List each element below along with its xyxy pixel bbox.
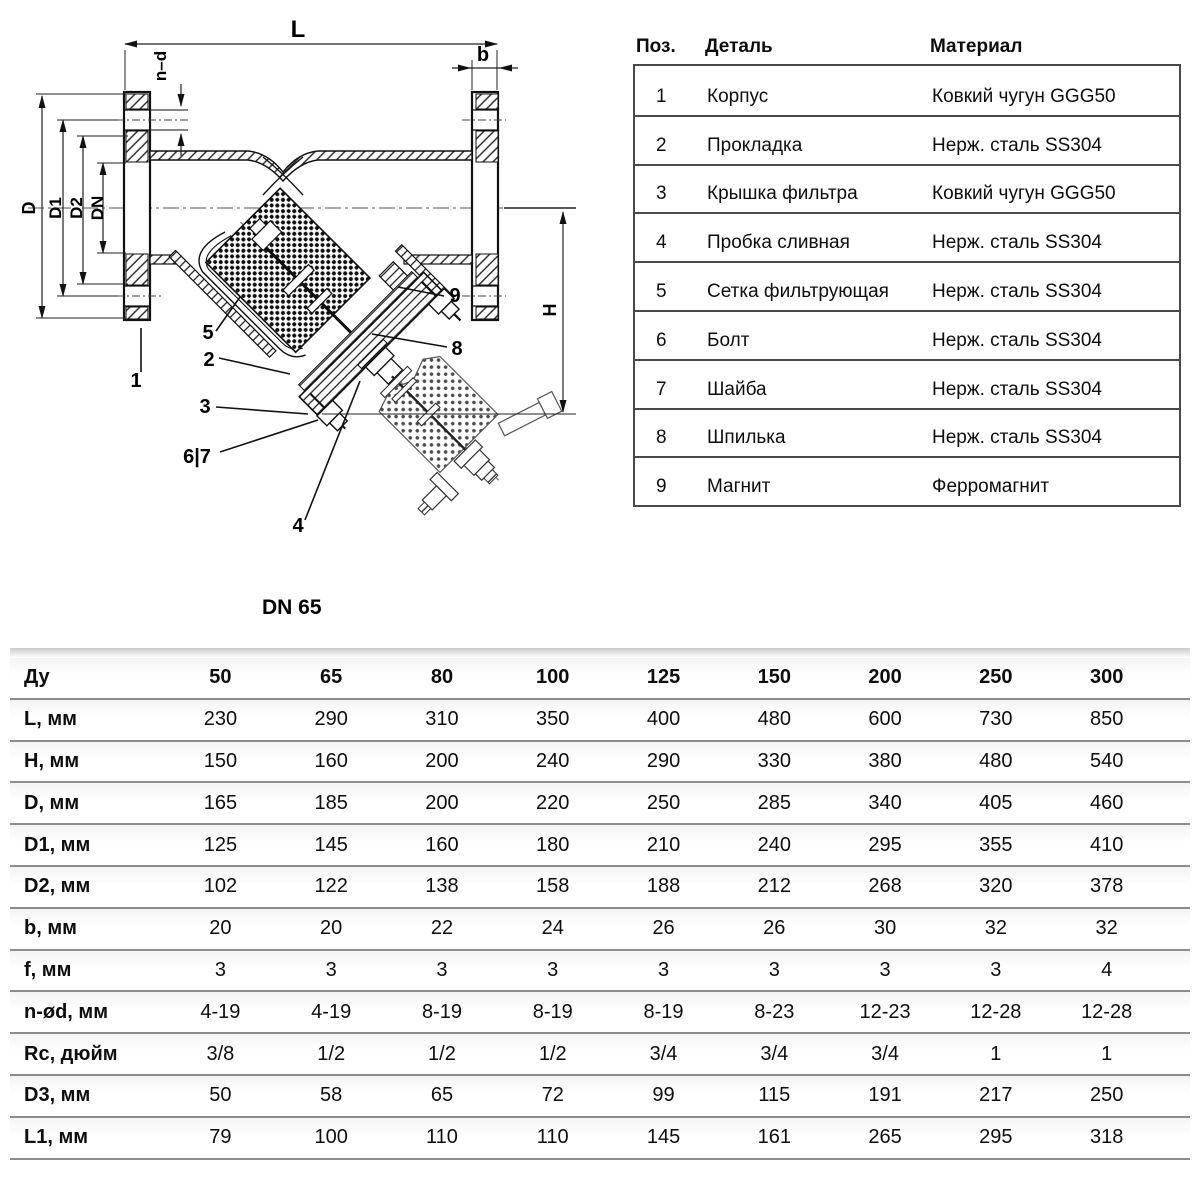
right-flange: [462, 92, 506, 320]
dim-value: 125: [203, 833, 238, 856]
dim-value: 110: [536, 1126, 569, 1149]
part-pos: 3: [656, 183, 667, 205]
part-name: Сетка фильтрующая: [707, 280, 889, 302]
dims-row: [10, 783, 1190, 825]
dim-value: 480: [979, 749, 1013, 772]
dim-value: 730: [979, 708, 1013, 731]
dim-value: 79: [209, 1126, 232, 1149]
dim-value: 290: [646, 749, 681, 772]
part-pos: 8: [656, 427, 667, 449]
part-material: Ковкий чугун GGG50: [932, 183, 1116, 205]
dim-value: 295: [868, 833, 902, 856]
dim-value: 217: [979, 1084, 1013, 1107]
callout-9: 9: [449, 285, 461, 307]
callout-2: 2: [203, 349, 215, 371]
parts-table-body: [633, 64, 1181, 507]
dim-value: 3: [768, 958, 780, 981]
dim-value: 20: [320, 917, 343, 940]
dim-value: 405: [979, 791, 1013, 814]
dim-value: 3: [990, 958, 1002, 981]
dim-label-DN: DN: [88, 195, 107, 221]
dim-value: 8-19: [643, 1000, 684, 1023]
parts-table-row: [635, 408, 1179, 457]
dim-value: 191: [868, 1084, 902, 1107]
part-name: Пробка сливная: [707, 232, 850, 254]
dim-value: 1/2: [317, 1042, 346, 1065]
size-header: 50: [209, 666, 232, 689]
dim-value: 20: [209, 917, 232, 940]
dim-row-label: D, мм: [24, 791, 80, 814]
dim-value: 32: [984, 917, 1007, 940]
dim-row-label: H, мм: [24, 749, 80, 772]
technical-drawing: [0, 0, 620, 585]
parts-table: [633, 36, 1181, 507]
part-pos: 4: [656, 232, 667, 254]
part-pos: 6: [656, 329, 667, 351]
dim-row-label: D1, мм: [24, 833, 91, 856]
parts-table-row: [635, 310, 1179, 359]
dim-value: 160: [314, 749, 348, 772]
part-material: Ковкий чугун GGG50: [932, 85, 1116, 107]
dim-value: 1/2: [428, 1042, 456, 1065]
part-name: Крышка фильтра: [707, 183, 858, 205]
dim-value: 240: [757, 833, 791, 856]
dim-value: 99: [652, 1084, 675, 1107]
dim-value: 12-28: [970, 1000, 1022, 1023]
parts-table-row: [635, 115, 1179, 164]
dim-value: 8-19: [421, 1000, 462, 1023]
size-header: 100: [536, 666, 570, 689]
dims-row: [10, 700, 1190, 742]
dim-value: 122: [314, 875, 348, 898]
dims-row: [10, 909, 1190, 951]
callout-8: 8: [451, 338, 463, 360]
callout-5: 5: [202, 322, 214, 344]
dim-value: 3/8: [206, 1042, 235, 1065]
size-header: 300: [1089, 666, 1124, 689]
part-name: Шпилька: [707, 427, 786, 449]
part-name: Прокладка: [707, 134, 803, 156]
part-name: Магнит: [707, 476, 771, 498]
size-header: 250: [979, 666, 1013, 689]
dim-label-D1: D1: [46, 197, 65, 219]
dim-label-D2: D2: [67, 197, 86, 219]
dim-value: 600: [868, 708, 902, 731]
dim-value: 4-19: [311, 1000, 352, 1023]
dim-value: 4-19: [200, 1000, 241, 1023]
dim-value: 145: [646, 1126, 681, 1149]
dim-value: 12-23: [859, 1000, 911, 1023]
callout-4: 4: [292, 515, 304, 537]
dims-corner-label: Ду: [24, 666, 50, 689]
dims-table-top-band: [10, 648, 1190, 658]
strainer-basket-exploded: [339, 342, 529, 532]
dim-value: 250: [1089, 1084, 1124, 1107]
dim-label-L: L: [290, 16, 306, 43]
part-material: Нерж. сталь SS304: [932, 134, 1102, 156]
part-pos: 7: [656, 378, 667, 400]
dim-value: 12-28: [1081, 1000, 1133, 1023]
parts-header-material: Материал: [930, 36, 1023, 57]
dim-value: 3: [325, 958, 337, 981]
dim-value: 410: [1089, 833, 1124, 856]
dim-value: 3: [657, 958, 670, 981]
dim-value: 161: [757, 1126, 791, 1149]
part-material: Нерж. сталь SS304: [932, 329, 1102, 351]
dim-value: 72: [541, 1084, 564, 1107]
dim-value: 8-23: [754, 1000, 795, 1023]
dim-value: 58: [320, 1084, 343, 1107]
dim-value: 32: [1095, 917, 1118, 940]
callout-6-7: 6|7: [183, 446, 211, 468]
dim-value: 65: [430, 1084, 454, 1107]
dim-value: 320: [979, 875, 1013, 898]
dim-value: 160: [425, 833, 459, 856]
dims-row: [10, 992, 1190, 1034]
callout-1: 1: [130, 370, 142, 392]
dim-value: 26: [652, 917, 675, 940]
dim-value: 3/4: [760, 1042, 789, 1065]
left-flange: [116, 92, 188, 320]
dim-value: 378: [1089, 875, 1124, 898]
dim-value: 3/4: [871, 1042, 899, 1065]
dim-value: 318: [1089, 1126, 1124, 1149]
dim-value: 250: [646, 791, 681, 814]
dims-row: [10, 1034, 1190, 1076]
dim-value: 115: [758, 1084, 791, 1107]
dim-value: 188: [646, 875, 681, 898]
drawing-caption: DN 65: [262, 596, 322, 619]
dim-value: 26: [763, 917, 786, 940]
tie-rod-exploded: [496, 392, 561, 440]
dim-value: 480: [757, 708, 791, 731]
dim-row-label: b, мм: [24, 917, 77, 940]
dim-value: 460: [1089, 791, 1124, 814]
dim-value: 310: [425, 708, 459, 731]
dim-row-label: n-ød, мм: [24, 1000, 109, 1023]
parts-table-row: [635, 261, 1179, 310]
dim-row-label: f, мм: [24, 958, 72, 981]
part-pos: 5: [656, 280, 667, 302]
parts-table-row: [635, 164, 1179, 213]
dim-value: 4: [1101, 958, 1113, 981]
dim-row-label: Rc, дюйм: [24, 1042, 118, 1065]
dim-value: 110: [426, 1126, 458, 1149]
dim-value: 138: [425, 875, 459, 898]
dims-row: [10, 1076, 1190, 1118]
part-material: Нерж. сталь SS304: [932, 232, 1102, 254]
dim-value: 3: [547, 958, 559, 981]
dim-value: 165: [203, 791, 238, 814]
parts-header-part: Деталь: [705, 36, 773, 57]
part-material: Нерж. сталь SS304: [932, 280, 1102, 302]
dim-value: 200: [425, 749, 459, 772]
dim-value: 240: [536, 749, 570, 772]
parts-table-row: [635, 66, 1179, 115]
dim-value: 268: [868, 875, 902, 898]
dims-row: [10, 1118, 1190, 1160]
dim-label-H: H: [540, 303, 560, 317]
dims-table-body: [10, 700, 1190, 1160]
size-header: 80: [430, 666, 454, 689]
dim-value: 400: [646, 708, 681, 731]
dimensions-table: [10, 648, 1190, 1160]
dim-value: 850: [1089, 708, 1124, 731]
part-pos: 1: [656, 85, 667, 107]
dim-value: 220: [536, 791, 570, 814]
dim-value: 3/4: [649, 1042, 678, 1065]
dim-value: 22: [430, 917, 454, 940]
dims-row: [10, 951, 1190, 993]
dim-value: 290: [314, 708, 348, 731]
dim-value: 3: [214, 958, 226, 981]
dim-value: 50: [209, 1084, 232, 1107]
dims-row: [10, 867, 1190, 909]
dims-header-row: [10, 658, 1190, 700]
dim-value: 3: [436, 958, 448, 981]
part-pos: 2: [656, 134, 667, 156]
dim-value: 158: [536, 875, 570, 898]
part-name: Болт: [707, 329, 750, 351]
part-pos: 9: [656, 476, 667, 498]
part-material: Нерж. сталь SS304: [932, 427, 1102, 449]
dim-value: 1: [1101, 1042, 1113, 1065]
dim-value: 330: [757, 749, 791, 772]
parts-table-row: [635, 212, 1179, 261]
dim-label-nd: n–d: [151, 50, 170, 82]
dims-row: [10, 825, 1190, 867]
branch-assembly: [163, 134, 567, 538]
dim-value: 1/2: [538, 1042, 567, 1065]
dim-value: 180: [536, 833, 570, 856]
dim-value: 285: [757, 791, 791, 814]
dim-value: 295: [979, 1126, 1013, 1149]
dim-label-b: b: [476, 44, 490, 66]
dim-row-label: L1, мм: [24, 1126, 89, 1149]
dim-value: 212: [757, 875, 791, 898]
parts-header-pos: Поз.: [636, 36, 676, 57]
dim-value: 340: [868, 791, 902, 814]
dim-value: 230: [203, 708, 238, 731]
size-header: 65: [320, 666, 343, 689]
size-header: 150: [757, 666, 791, 689]
dim-value: 24: [541, 917, 564, 940]
parts-table-row: [635, 456, 1179, 505]
dim-value: 200: [425, 791, 459, 814]
part-name: Шайба: [707, 378, 767, 400]
dim-value: 265: [868, 1126, 902, 1149]
dim-value: 100: [314, 1126, 348, 1149]
dim-row-label: D3, мм: [24, 1084, 91, 1107]
dim-value: 150: [203, 749, 238, 772]
part-material: Нерж. сталь SS304: [932, 378, 1102, 400]
part-material: Ферромагнит: [932, 476, 1050, 498]
dim-value: 350: [536, 708, 570, 731]
dim-row-label: D2, мм: [24, 875, 91, 898]
dim-row-label: L, мм: [24, 708, 77, 731]
y-strainer-section-view: [0, 0, 620, 585]
dim-value: 1: [990, 1042, 1002, 1065]
dim-value: 380: [868, 749, 902, 772]
dim-value: 145: [314, 833, 348, 856]
size-header: 200: [868, 666, 902, 689]
dim-value: 540: [1089, 749, 1124, 772]
dim-value: 355: [979, 833, 1013, 856]
dim-value: 210: [646, 833, 681, 856]
part-name: Корпус: [707, 85, 769, 107]
dim-value: 102: [203, 875, 238, 898]
dim-value: 8-19: [532, 1000, 573, 1023]
dims-row: [10, 742, 1190, 784]
size-header: 125: [646, 666, 681, 689]
dim-label-D: D: [19, 201, 39, 215]
callout-3: 3: [199, 396, 211, 418]
parts-table-row: [635, 359, 1179, 408]
parts-table-header: [633, 36, 1181, 58]
dim-value: 30: [873, 917, 897, 940]
dim-value: 185: [314, 791, 348, 814]
dim-value: 3: [879, 958, 891, 981]
